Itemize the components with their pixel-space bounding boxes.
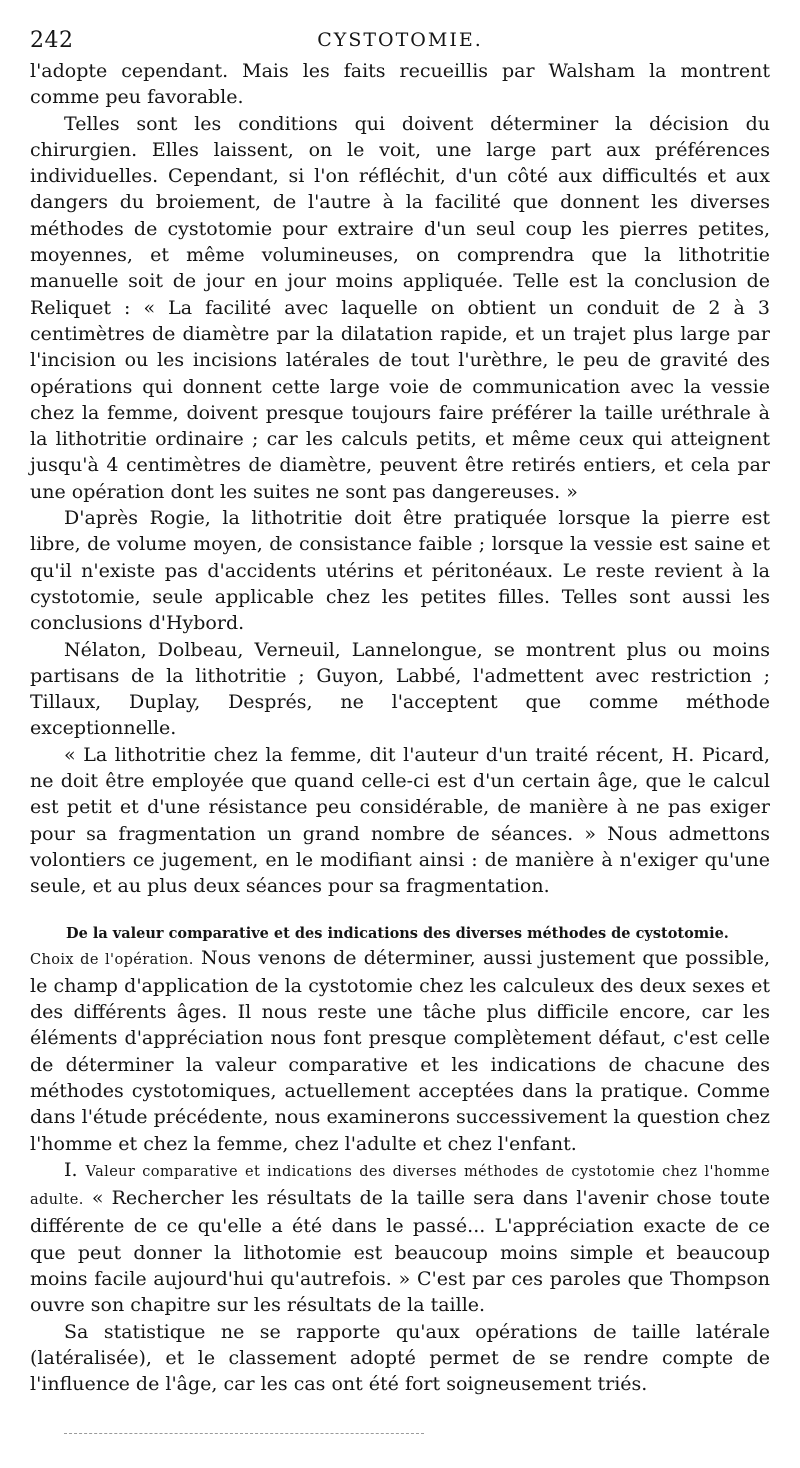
subsection-text: « Rechercher les résultats de la taille sera dans l'avenir chose toute différente de ce qu'elle a été dans le passé... L'appréciation exacte de ce que peut donner la lithotomie est beaucoup moins simple et beaucoup moins facile aujourd'hui qu'autrefois. » C'est par ces paroles que Thompson ouvre son chapitre sur les résultats de la taille. — [30, 1187, 770, 1317]
subsection-number: I. — [64, 1158, 86, 1181]
paragraph-choice — [30, 945, 770, 1157]
choice-label: Choix de l'opération. — [30, 951, 194, 968]
paragraph-statistics: Sa statistique ne se rapporte qu'aux opérations de taille latérale (latéralisée), et le classement adopté permet de se rendre compte de l'influence de l'âge, car les cas ont été fort soigneusement triés. — [30, 1320, 770, 1396]
paragraph-subsection — [30, 1157, 770, 1319]
main-text — [30, 58, 770, 1398]
paragraph-conditions: Telles sont les conditions qui doivent déterminer la décision du chirurgien. Elles laissent, on le voit, une large part aux préférences individuelles. Cependant, si l'on réfléchit, d'un côté aux difficultés et aux dangers du broiement, de l'autre à la facilité que donnent les diverses méthodes de cystotomie pour extraire d'un seul coup les pierres petites, moyennes, et même volumineuses, on comprendra que la lithotritie manuelle soit de jour en jour moins appliquée. Telle est la conclusion de Reliquet : « La facilité avec laquelle on obtient un conduit de 2 à 3 centimètres de diamètre par la dilatation rapide, et un trajet plus large par l'incision ou les incisions latérales de tout l'urèthre, le peu de gravité des opérations qui donnent cette large voie de communication avec la vessie chez la femme, doivent presque toujours faire préférer la taille uréthrale à la lithotritie ordinaire ; car les calculs petits, et même ceux qui atteignent jusqu'à 4 centimètres de diamètre, peuvent être retirés entiers, et cela par une opération dont les suites ne sont pas dangereuses. » — [30, 112, 770, 503]
footer-rule — [64, 1433, 424, 1434]
section-heading: De la valeur comparative et des indications des diverses méthodes de cystotomie. — [66, 924, 729, 942]
paragraph-surgeons: Nélaton, Dolbeau, Verneuil, Lannelongue, se montrent plus ou moins partisans de la lithotritie ; Guyon, Labbé, l'admettent avec restriction ; Tillaux, Duplay, Després, ne l'acceptent que comme méthode exceptionnelle. — [30, 638, 770, 740]
subsection-label: Valeur comparative et indications des diverses méthodes de cystotomie chez l'homme adulte. — [30, 1163, 770, 1209]
paragraph-rogie: D'après Rogie, la lithotritie doit être pratiquée lorsque la pierre est libre, de volume moyen, de consistance faible ; lorsque la vessie est saine et qu'il n'existe pas d'accidents utérins et péritonéaux. Le reste revient à la cystotomie, seule applicable chez les petites filles. Telles sont aussi les conclusions d'Hybord. — [30, 507, 770, 635]
choice-text: Nous venons de déterminer, aussi justement que possible, le champ d'application de la cystotomie chez les calculeux des deux sexes et des différents âges. Il nous reste une tâche plus difficile encore, car les éléments d'appréciation nous font presque complètement défaut, c'est celle de déterminer la valeur comparative et les indications de chacune des méthodes cystotomiques, actuellement acceptées dans la pratique. Comme dans l'étude précédente, nous examinerons successivement la question chez l'homme et chez la femme, chez l'adulte et chez l'enfant. — [30, 946, 770, 1155]
running-title: CYSTOTOMIE. — [317, 29, 483, 51]
page-header — [30, 28, 770, 58]
paragraph-continuation: l'adopte cependant. Mais les faits recueillis par Walsham la montrent comme peu favorable. — [30, 60, 770, 109]
page-number: 242 — [30, 28, 74, 53]
paragraph-picard: « La lithotritie chez la femme, dit l'auteur d'un traité récent, H. Picard, ne doit être employée que quand celle-ci est d'un certain âge, que le calcul est petit et d'une résistance peu considérable, de manière à ne pas exiger pour sa fragmentation un grand nombre de séances. » Nous admettons volontiers ce jugement, en le modifiant ainsi : de manière à n'exiger qu'une seule, et au plus deux séances pour sa fragmentation. — [30, 743, 770, 898]
